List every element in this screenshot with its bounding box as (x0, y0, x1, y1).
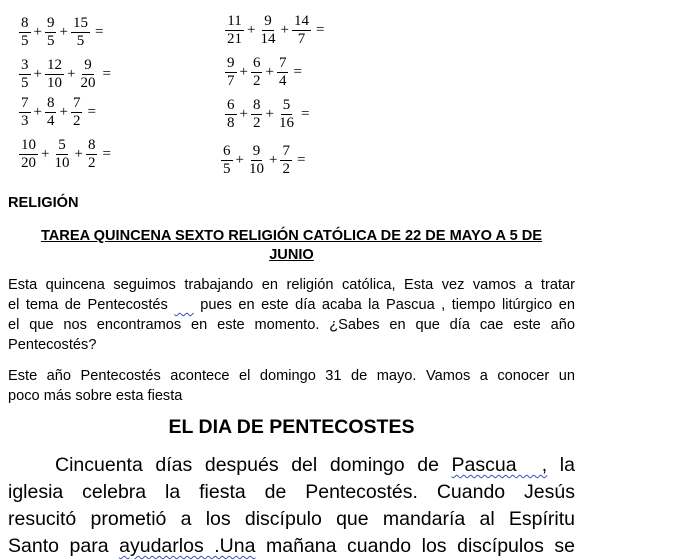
fraction (71, 96, 83, 129)
fraction (78, 58, 97, 91)
fraction-exercise (18, 16, 103, 49)
plus-sign: + (33, 66, 42, 82)
equals-sign: = (102, 66, 111, 82)
fraction (247, 144, 266, 177)
spell-mark-ayudarlos: ayudarlos .Una (119, 535, 256, 557)
fraction-exercise (18, 58, 111, 91)
story-line-1-start: Cincuenta días después del domingo de (55, 454, 452, 476)
numerator: 9 (252, 143, 261, 159)
denominator: 2 (252, 115, 261, 131)
equals-sign: = (300, 106, 310, 122)
plus-sign: + (239, 64, 248, 80)
denominator: 5 (21, 33, 29, 49)
fraction (251, 98, 263, 131)
numerator: 11 (227, 13, 242, 29)
numerator: 7 (72, 95, 81, 111)
story-heading: EL DIA DE PENTECOSTES (168, 416, 415, 438)
denominator: 16 (278, 115, 294, 131)
numerator: 6 (227, 97, 235, 113)
plus-sign: + (265, 106, 274, 122)
intro-line-3: el que nos encontramos en este momento. ¿Sabes en que día cae este año (8, 317, 575, 333)
plus-sign: + (74, 146, 83, 162)
fraction (221, 144, 233, 177)
numerator: 8 (46, 95, 55, 111)
numerator: 10 (21, 137, 36, 153)
fraction-exercise (220, 144, 305, 177)
numerator: 5 (58, 137, 66, 153)
denominator: 2 (282, 161, 290, 177)
fraction (71, 16, 90, 49)
numerator: 15 (72, 15, 88, 31)
fraction (225, 56, 237, 89)
fraction (19, 16, 31, 49)
plus-sign: + (33, 104, 42, 120)
equals-sign: = (94, 24, 104, 40)
fraction (45, 58, 64, 91)
fraction (19, 138, 38, 171)
numerator: 3 (21, 57, 29, 73)
fraction (277, 56, 289, 89)
fraction (251, 56, 263, 89)
story-line-1-end: la (547, 454, 575, 476)
numerator: 8 (21, 15, 29, 31)
numerator: 14 (293, 13, 309, 29)
story-line-4 (8, 533, 575, 560)
story-line-2: iglesia celebra la fiesta de Pentecostés. Cuando Jesús (8, 481, 575, 503)
denominator: 20 (80, 75, 96, 91)
second-paragraph (8, 366, 575, 406)
second-line-1: Este año Pentecostés acontece el domingo 31 de mayo. Vamos a conocer un (8, 368, 575, 384)
equals-sign: = (102, 146, 111, 162)
numerator: 5 (282, 97, 291, 113)
plus-sign: + (235, 152, 244, 168)
intro-line-1: Esta quincena seguimos trabajando en religión católica, Esta vez vamos a tratar (8, 277, 575, 293)
spell-mark (174, 297, 193, 313)
fraction-exercise (18, 96, 96, 129)
numerator: 9 (46, 15, 55, 31)
denominator: 10 (248, 161, 264, 177)
story-line-3: resucitó prometió a los discípulo que mandaría al Espíritu (8, 508, 575, 530)
denominator: 10 (54, 155, 70, 171)
fraction (280, 144, 292, 177)
fraction-exercise (224, 98, 309, 131)
equals-sign: = (293, 64, 302, 80)
numerator: 7 (21, 95, 29, 111)
plus-sign: + (280, 22, 289, 38)
plus-sign: + (59, 24, 68, 40)
numerator: 12 (46, 57, 62, 73)
denominator: 5 (21, 75, 29, 91)
intro-line-2-end: pues en este día acaba la Pascua , tiempo litúrgico en (193, 297, 575, 313)
fraction (52, 138, 71, 171)
second-line-2: poco más sobre esta fiesta (8, 388, 183, 404)
denominator: 7 (227, 73, 235, 89)
intro-line-2 (8, 295, 575, 315)
plus-sign: + (247, 22, 256, 38)
fraction (277, 98, 296, 131)
denominator: 2 (252, 73, 261, 89)
story-line-4-end: mañana cuando los discípulos se (255, 535, 575, 557)
fraction (258, 14, 277, 47)
plus-sign: + (33, 24, 42, 40)
equals-sign: = (87, 104, 96, 120)
fraction (225, 98, 237, 131)
denominator: 10 (46, 75, 62, 91)
equals-sign: = (315, 22, 325, 38)
numerator: 9 (84, 57, 92, 73)
plus-sign: + (239, 106, 248, 122)
plus-sign: + (41, 146, 50, 162)
fraction (86, 138, 98, 171)
plus-sign: + (59, 104, 68, 120)
denominator: 7 (297, 31, 306, 47)
fraction (19, 96, 31, 129)
plus-sign: + (268, 152, 278, 168)
assignment-title (8, 227, 575, 265)
numerator: 9 (264, 13, 272, 29)
assignment-title-line-2: JUNIO (269, 247, 314, 263)
fraction (19, 58, 31, 91)
denominator: 2 (87, 155, 96, 171)
numerator: 6 (252, 55, 261, 71)
denominator: 5 (223, 161, 231, 177)
numerator: 6 (223, 143, 231, 159)
numerator: 8 (87, 137, 96, 153)
story-line-1 (8, 452, 575, 479)
numerator: 8 (252, 97, 261, 113)
fraction-exercise (224, 56, 302, 89)
denominator: 4 (278, 73, 287, 89)
fraction (225, 14, 244, 47)
denominator: 20 (21, 155, 36, 171)
numerator: 7 (278, 55, 287, 71)
fraction (292, 14, 311, 47)
fraction (45, 96, 57, 129)
plus-sign: + (265, 64, 274, 80)
intro-paragraph (8, 275, 575, 355)
story-paragraph (8, 452, 575, 560)
denominator: 8 (227, 115, 235, 131)
fraction-exercise (18, 138, 111, 171)
assignment-title-line-1: TAREA QUINCENA SEXTO RELIGIÓN CATÓLICA DE 22 DE MAYO A 5 DE (40, 228, 543, 244)
fraction-exercise (224, 14, 324, 47)
spell-mark-pascua: Pascua , (451, 454, 548, 476)
denominator: 4 (46, 113, 55, 129)
section-label: RELIGIÓN (8, 195, 79, 211)
numerator: 9 (227, 55, 235, 71)
denominator: 21 (227, 31, 242, 47)
fraction (45, 16, 57, 49)
denominator: 3 (21, 113, 29, 129)
equals-sign: = (296, 152, 306, 168)
numerator: 7 (282, 143, 290, 159)
denominator: 5 (76, 33, 85, 49)
story-line-4-start: Santo para (8, 535, 120, 557)
plus-sign: + (66, 66, 76, 82)
intro-line-4: Pentecostés? (8, 337, 97, 353)
denominator: 2 (72, 113, 81, 129)
denominator: 14 (260, 31, 276, 47)
intro-line-2-start: el tema de Pentecostés (8, 297, 175, 313)
denominator: 5 (46, 33, 55, 49)
